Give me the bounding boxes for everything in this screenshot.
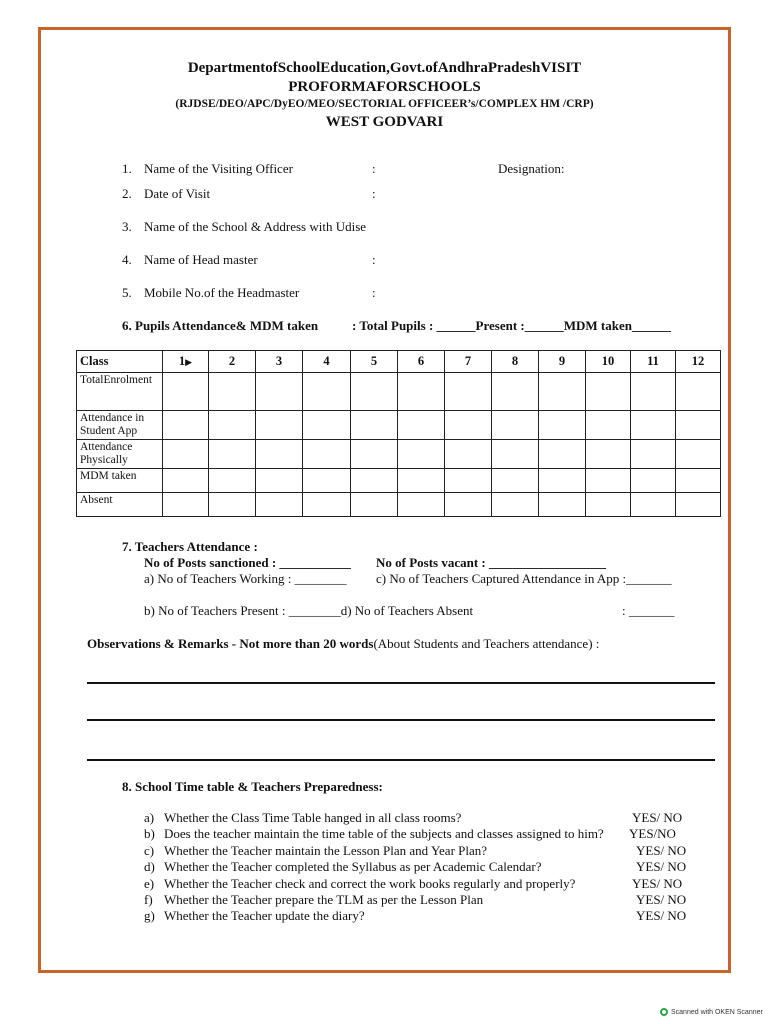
section7-title: 7. Teachers Attendance : bbox=[122, 539, 258, 554]
header-title: DepartmentofSchoolEducation,Govt.ofAndhraPradeshVISIT bbox=[187, 60, 582, 76]
list-item-letter: a) bbox=[144, 810, 155, 825]
table-row bbox=[77, 493, 721, 517]
field-num: 2. bbox=[122, 186, 132, 201]
list-item-answer: YES/NO bbox=[629, 826, 676, 841]
field-num: 3. bbox=[122, 219, 132, 234]
class-col-8: 8 bbox=[492, 351, 539, 373]
field-label-date-of-visit: Date of Visit bbox=[144, 186, 211, 201]
list-item-text: Whether the Teacher check and correct the work books regularly and properly? bbox=[164, 876, 576, 891]
scanner-watermark bbox=[660, 1008, 763, 1016]
table-row bbox=[77, 411, 721, 440]
observations-bold: Observations & Remarks - Not more than 20 words bbox=[87, 636, 374, 651]
header-subtitle: PROFORMAFORSCHOOLS bbox=[288, 79, 481, 95]
remarks-line bbox=[87, 759, 715, 761]
field-num: 4. bbox=[122, 252, 132, 267]
header-officers: (RJDSE/DEO/APC/DyEO/MEO/SECTORIAL OFFICEER’s/COMPLEX HM /CRP) bbox=[175, 98, 594, 110]
field-colon: : bbox=[372, 285, 376, 300]
list-item-text: Does the teacher maintain the time table of the subjects and classes assigned to him? bbox=[164, 826, 604, 841]
row-label-absent: Absent bbox=[77, 493, 163, 517]
table-header-row bbox=[77, 351, 721, 373]
teachers-working: a) No of Teachers Working : ________ bbox=[144, 571, 347, 586]
class-1: 1 bbox=[178, 354, 186, 368]
attendance-table bbox=[76, 350, 721, 517]
row-label-mdm-taken: MDM taken bbox=[77, 469, 163, 493]
class-col-10: 10 bbox=[586, 351, 631, 373]
row-label-attendance-physically: Attendance Physically bbox=[77, 440, 163, 469]
list-item-answer: YES/ NO bbox=[636, 859, 687, 874]
posts-sanctioned: No of Posts sanctioned : ___________ bbox=[144, 555, 351, 570]
class-col-9: 9 bbox=[539, 351, 586, 373]
teachers-absent-blank: : _______ bbox=[622, 603, 675, 618]
header-district: WEST GODVARI bbox=[325, 114, 444, 130]
list-item-letter: b) bbox=[144, 826, 155, 841]
field-label-visiting-officer: Name of the Visiting Officer bbox=[144, 161, 293, 176]
class-col-6: 6 bbox=[398, 351, 445, 373]
section6-title: 6. Pupils Attendance& MDM taken bbox=[122, 318, 319, 333]
teachers-captured-app: c) No of Teachers Captured Attendance in App :_______ bbox=[376, 571, 672, 586]
class-col-3: 3 bbox=[256, 351, 303, 373]
list-item-letter: c) bbox=[144, 843, 155, 858]
field-label-designation: Designation: bbox=[498, 161, 565, 176]
posts-vacant: No of Posts vacant : __________________ bbox=[376, 555, 607, 570]
field-num: 1. bbox=[122, 161, 132, 176]
list-item-letter: d) bbox=[144, 859, 155, 874]
list-item-answer: YES/ NO bbox=[636, 892, 687, 907]
list-item-text: Whether the Teacher prepare the TLM as per the Lesson Plan bbox=[164, 892, 484, 907]
class-col-4: 4 bbox=[303, 351, 351, 373]
class-col-5: 5 bbox=[351, 351, 398, 373]
scanner-logo-icon bbox=[660, 1008, 668, 1016]
class-col-11: 11 bbox=[631, 351, 676, 373]
list-item-text: Whether the Teacher maintain the Lesson Plan and Year Plan? bbox=[164, 843, 488, 858]
remarks-line bbox=[87, 719, 715, 721]
class-col-1 bbox=[163, 351, 209, 373]
teachers-present-absent: b) No of Teachers Present : ________d) No of Teachers Absent bbox=[144, 603, 474, 618]
observations-label bbox=[87, 636, 599, 652]
class-header: Class bbox=[77, 351, 163, 373]
field-colon: : bbox=[372, 186, 376, 201]
list-item-answer: YES/ NO bbox=[636, 843, 687, 858]
class-col-12: 12 bbox=[676, 351, 721, 373]
field-colon: : bbox=[372, 252, 376, 267]
list-item-text: Whether the Class Time Table hanged in all class rooms? bbox=[164, 810, 462, 825]
list-item-text: Whether the Teacher completed the Syllabus as per Academic Calendar? bbox=[164, 859, 542, 874]
list-item-letter: f) bbox=[144, 892, 153, 907]
row-label-total-enrolment: TotalEnrolment bbox=[77, 373, 163, 411]
arrow-icon: ▶ bbox=[185, 357, 193, 367]
table-row bbox=[77, 373, 721, 411]
row-label-attendance-app: Attendance in Student App bbox=[77, 411, 163, 440]
observations-note: (About Students and Teachers attendance) : bbox=[373, 636, 600, 651]
table-row bbox=[77, 469, 721, 493]
list-item-text: Whether the Teacher update the diary? bbox=[164, 908, 365, 923]
field-label-headmaster-mobile: Mobile No.of the Headmaster bbox=[144, 285, 300, 300]
class-col-7: 7 bbox=[445, 351, 492, 373]
field-label-school-address: Name of the School & Address with Udise bbox=[144, 219, 367, 234]
list-item-answer: YES/ NO bbox=[636, 908, 687, 923]
section8-title: 8. School Time table & Teachers Preparedness: bbox=[122, 779, 383, 794]
field-colon: : bbox=[372, 161, 376, 176]
list-item-letter: g) bbox=[144, 908, 155, 923]
section6-summary: : Total Pupils : ______Present :______MDM taken______ bbox=[352, 318, 671, 333]
field-label-head-master: Name of Head master bbox=[144, 252, 258, 267]
scanner-text: Scanned with OKEN Scanner bbox=[671, 1008, 763, 1016]
list-item-answer: YES/ NO bbox=[632, 810, 683, 825]
class-col-2: 2 bbox=[209, 351, 256, 373]
list-item-letter: e) bbox=[144, 876, 155, 891]
list-item-answer: YES/ NO bbox=[632, 876, 683, 891]
field-num: 5. bbox=[122, 285, 132, 300]
table-row bbox=[77, 440, 721, 469]
remarks-line bbox=[87, 682, 715, 684]
